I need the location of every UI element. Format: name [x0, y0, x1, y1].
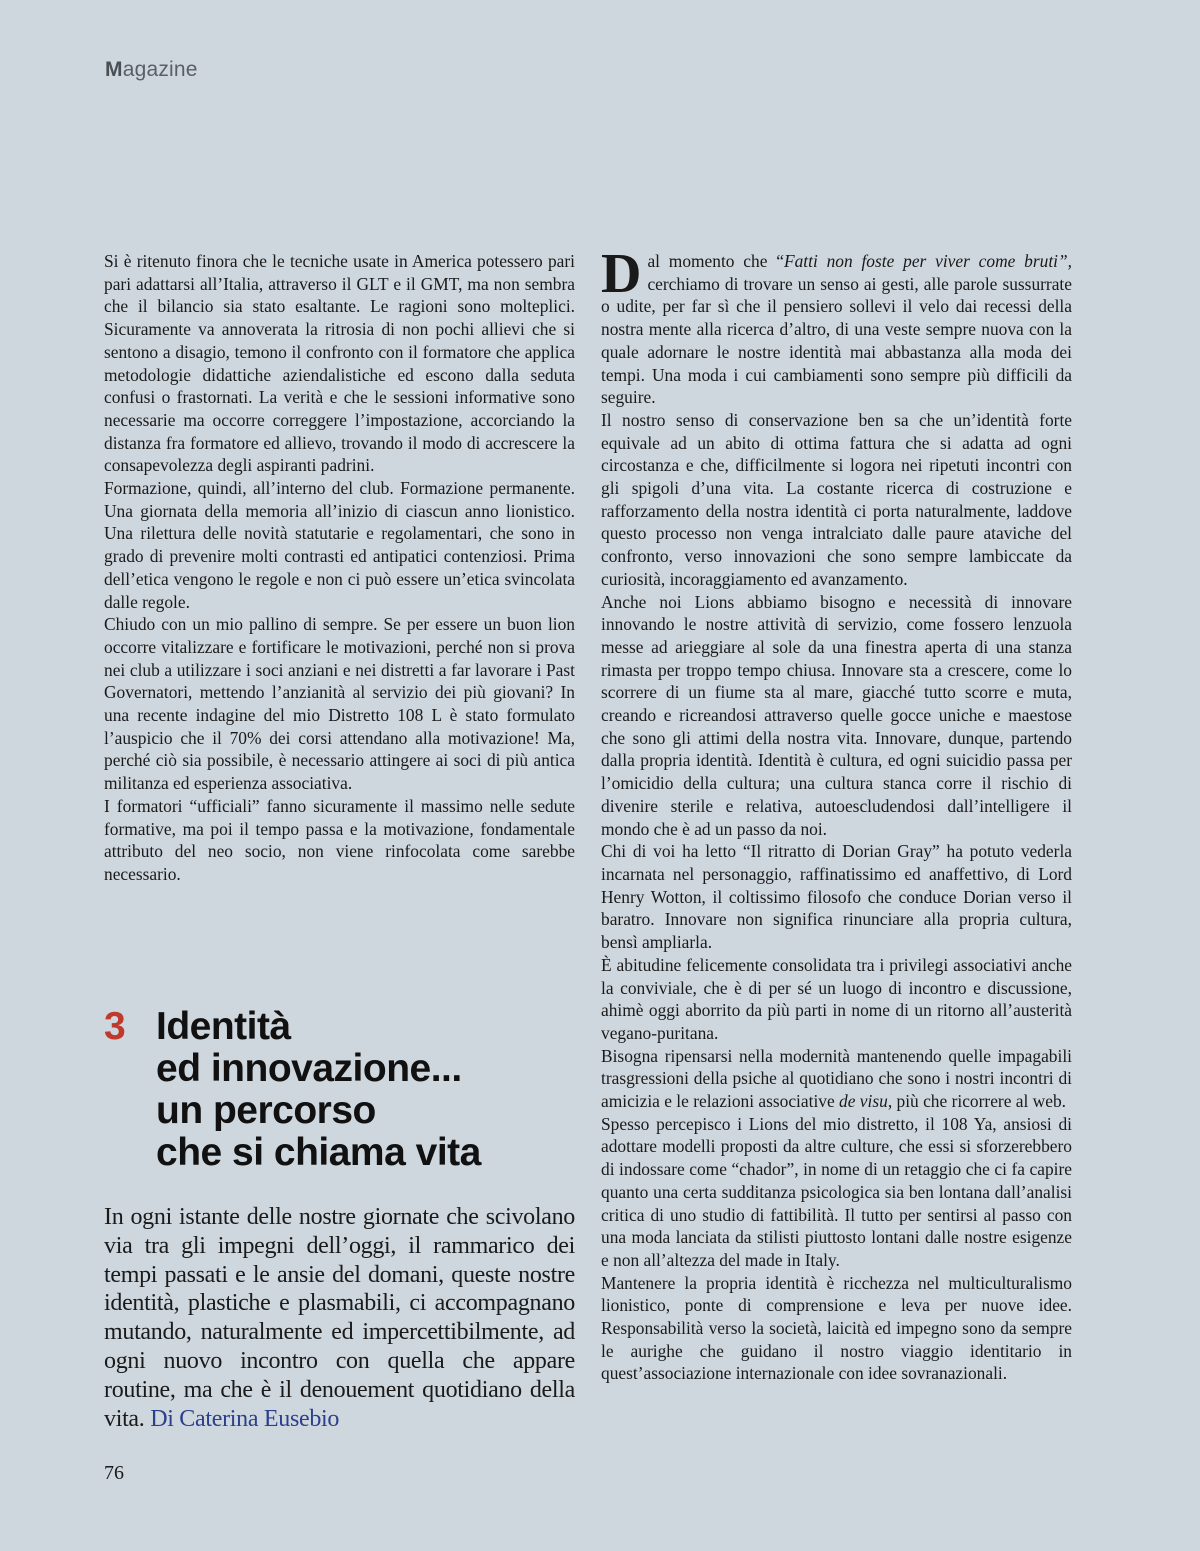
title-line-4: che si chiama vita [156, 1131, 481, 1174]
right-paragraph-8: Mantenere la propria identità è ricchezza nel multiculturalismo lionistico, ponte di comprensione e leva per nuove idee. Responsabilità verso la società, laicità ed impegno sono da sempre le aurighe che guidano il nostro viaggio identitario in quest’associazione internazionale con idee sovranazionali. [601, 1272, 1072, 1384]
lead-text: In ogni istante delle nostre giornate che scivolano via tra gli impegni dell’oggi, il rammarico dei tempi passati e le ansie del domani, queste nostre identità, plastiche e plasmabili, ci accompagnano mutando, naturalmente ed impercettibilmente, ad ogni nuovo incontro con quella che appare routine, ma che è il denouement quotidiano della vita. [104, 1204, 575, 1432]
left-paragraph-4: I formatori “ufficiali” fanno sicuramente il massimo nelle sedute formative, ma poi il tempo passa e la motivazione, fondamentale attributo del neo socio, non viene rinfocolata come sarebbe necessario. [104, 795, 575, 884]
left-paragraph-3: Chiudo con un mio pallino di sempre. Se per essere un buon lion occorre vitalizzare e fortificare le motivazioni, perché non si prova nei club a utilizzare i soci anziani e nei distretti a far lavorare i Past Governatori, mettendo l’anzianità al servizio dei più giovani? In una recente indagine del mio Distretto 108 L è stato formulato l’auspicio che il 70% dei corsi attendano alla motivazione! Ma, perché ciò sia possibile, è necessario attingere ai soci di più antica militanza ed esperienza associativa. [104, 614, 575, 794]
right-paragraph-1 [601, 243, 1072, 409]
p1-quote: Fatti non foste per viver come bruti”, [783, 251, 1072, 271]
article-title [156, 1006, 584, 1174]
page-number: 76 [104, 1462, 124, 1484]
article-heading [104, 1006, 584, 1174]
title-line-1: Identità [156, 1005, 291, 1048]
left-paragraph-2: Formazione, quindi, all’interno del club. Formazione permanente. Una giornata della memoria all’inizio di ciascun anno lionistico. Una rilettura delle novità statutarie e regolamentari, che sono in grado di prevenire molti contrasti ed antipatici contenziosi. Prima dell’etica vengono le regole e non ci può essere un’etica svincolata dalle regole. [104, 478, 575, 612]
title-line-2: ed innovazione... [156, 1047, 462, 1090]
title-line-3: un percorso [156, 1089, 376, 1132]
p6-em: de visu [839, 1091, 888, 1112]
running-head-rest: agazine [122, 58, 198, 81]
right-paragraph-7: Spesso percepisco i Lions del mio distretto, il 108 Ya, ansiosi di adottare modelli proposti da altre culture, che essi si sforzerebbero di indossare come “chador”, in nome di un retaggio che ci fa capire quanto una certa sudditanza psicologica sia ben lontana dall’analisi critica di uno studio di fattibilità. Il tutto per sentirsi al passo con una moda lanciata da stilisti piuttosto lontani dalle nostre esigenze e non all’altezza del made in Italy. [601, 1113, 1072, 1270]
byline: Di Caterina Eusebio [150, 1405, 340, 1432]
right-paragraph-5: È abitudine felicemente consolidata tra i privilegi associativi anche la conviviale, che è di per sé un luogo di incontro e discussione, ahimè oggi aborrito da più parti in nome di un ritorno all’austerità vegano-puritana. [601, 954, 1072, 1043]
p1-before-quote: al momento che “ [647, 251, 784, 271]
right-column [601, 243, 1072, 1385]
p6-after-em: , più che ricorrere al web. [887, 1091, 1066, 1112]
p1-after-quote: cerchiamo di trovare un senso ai gesti, alle parole sussurrate o udite, per far sì che il pensiero sollevi il velo dai recessi della nostra mente alla ricerca d’altro, di una veste sempre nuova con la quale adornare le nostre identità mai abbastanza alla moda dei tempi. Una moda i cui cambiamenti sono sempre più difficili da seguire. [601, 273, 1072, 408]
running-head-initial: M [105, 58, 123, 81]
drop-cap: D [601, 243, 642, 305]
right-paragraph-6 [601, 1045, 1072, 1113]
right-paragraph-4: Chi di voi ha letto “Il ritratto di Dorian Gray” ha potuto vederla incarnata nel personaggio, raffinatissimo ed anaffettivo, di Lord Henry Wotton, il coltissimo filosofo che conduce Dorian verso il baratro. Innovare non significa rinunciare alla propria cultura, bensì ampliarla. [601, 841, 1072, 953]
left-column [104, 250, 575, 886]
section-number: 3 [104, 1005, 126, 1048]
right-paragraph-2: Il nostro senso di conservazione ben sa che un’identità forte equivale ad un abito di ottima fattura che si adatta ad ogni circostanza e che, difficilmente si logora nei ripetuti incontri con gli spigoli d’una vita. La costante ricerca di costruzione e rafforzamento della nostra identità ci porta naturalmente, laddove questo processo non venga intralciato dalle paure ataviche del confronto, verso innovazioni che sono sempre lambiccate da curiosità, incoraggiamento ed avanzamento. [601, 409, 1072, 589]
running-head [105, 58, 198, 82]
left-paragraph-1: Si è ritenuto finora che le tecniche usate in America potessero pari pari adattarsi all’Italia, attraverso il GLT e il GMT, ma non sembra che il bilancio sia stato esaltante. Le ragioni sono molteplici. Sicuramente va annoverata la ritrosia di non pochi allievi che si sentono a disagio, temono il confronto con il formatore che applica metodologie didattiche aziendalistiche ed escono dalla seduta confusi o frastornati. La verità e che le sessioni informative sono necessarie ma occorre correggere l’impostazione, accorciando la distanza fra formatore ed allievo, trovando il modo di accrescere la consapevolezza degli aspiranti padrini. [104, 251, 575, 476]
p6-before-em: Bisogna ripensarsi nella modernità mantenendo quelle impagabili trasgressioni della psiche al quotidiano che sono i nostri incontri di amicizia e le relazioni associative [601, 1045, 1072, 1112]
article-lead [104, 1203, 575, 1433]
right-paragraph-3: Anche noi Lions abbiamo bisogno e necessità di innovare innovando le nostre attività di servizio, come fossero lenzuola messe ad arieggiare al sole da una finestra aperta di una stanza rimasta per troppo tempo chiusa. Innovare sta a crescere, come lo scorrere di un fiume sta al mare, giacché tutto scorre e muta, creando e ricreandosi attraverso quelle gocce uniche e maestose che sono gli attimi della nostra vita. Innovare, dunque, partendo dalla propria identità. Identità è cultura, ed ogni suicidio passa per l’omicidio della cultura; una cultura stanca corre il rischio di divenire sterile e relativa, autoescludendosi dall’intelligere il mondo che è ad un passo da noi. [601, 591, 1072, 839]
